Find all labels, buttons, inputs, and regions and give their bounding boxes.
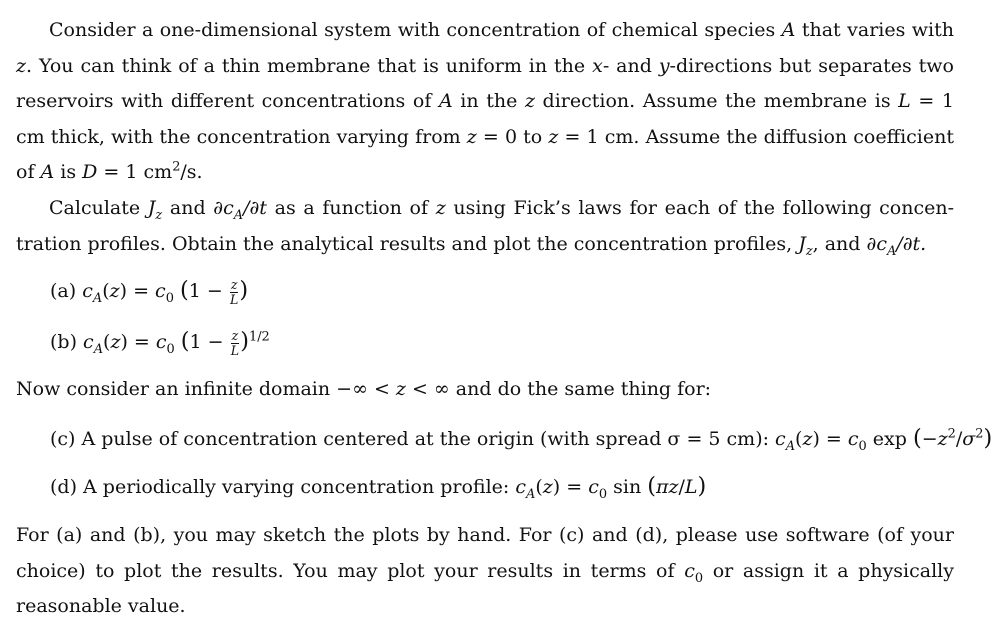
intro-paragraph: Consider a one-dimensional system with concentration of chemical species A that varies with z. You can think of a thin membrane that is uniform in the x- and y-directions but separates two reservoirs with different concentrations of A in the z direction. Assume the membrane is L = 1 cm thick, with the concentration varying from z = 0 to z = 1 cm. Assume the diffusion coefficient of A is D = 1 $cm^2/s$. — [16, 19, 955, 184]
item-a: (a) $c_A(z) = c_0$ (1 − $\frac{z}{L}$ ) — [50, 277, 249, 307]
item-b: (b) $c_A(z) = c_0$ (1 − $\frac{z}{L}$ )$^{1/2}$ — [50, 328, 270, 358]
task-paragraph: Calculate $J_z$ and $\partial c_A/\partial t$ as a function of z using Fick’s laws for each of the following concen-tration profiles. Obtain the analytical results and plot the concentration profiles, $J_z$, and $\partial c_A/\partial t$. — [16, 197, 955, 259]
infinite-domain-text: Now consider an infinite domain −∞ < z < ∞ and do the same thing for: — [16, 378, 712, 400]
closing-paragraph: For (a) and (b), you may sketch the plots by hand. For (c) and (d), please use software (of your choice) to plot the results. You may plot your results in terms of $c_0$ or assign it a physically reasonable value. — [16, 524, 954, 618]
item-d: (d) A periodically varying concentration profile: $c_A(z) = c_0$ sin (πz/L) — [50, 473, 707, 502]
item-c: (c) A pulse of concentration centered at the origin (with spread σ = 5 cm): $c_A(z) = c_0$ $\exp (-z^2/\sigma^2)$ — [50, 425, 992, 454]
